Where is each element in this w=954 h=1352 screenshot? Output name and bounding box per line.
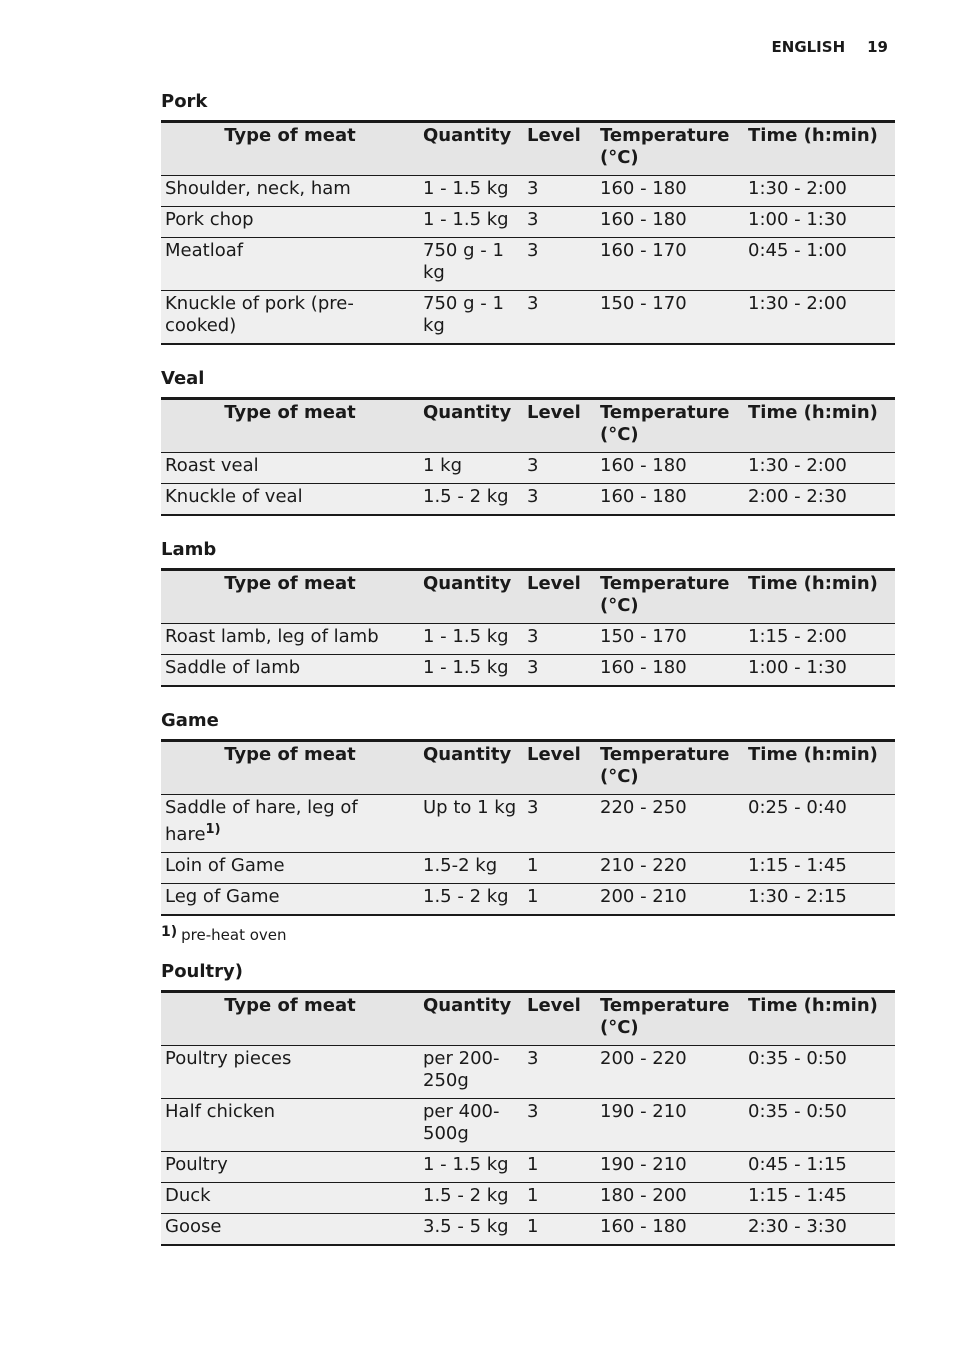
cell-quantity: Up to 1 kg [419, 795, 523, 853]
cell-time: 2:30 - 3:30 [744, 1214, 895, 1246]
col-type-of-meat: Type of meat [161, 122, 419, 176]
cell-quantity: 1.5 - 2 kg [419, 1183, 523, 1214]
cell-time: 1:15 - 2:00 [744, 624, 895, 655]
table-row [161, 884, 895, 916]
cell-level: 1 [523, 884, 596, 916]
col-level: Level [523, 570, 596, 624]
section-title-lamb: Lamb [161, 539, 217, 560]
col-temperature: Temperature (°C) [596, 122, 744, 176]
col-type-of-meat: Type of meat [161, 570, 419, 624]
cell-time: 1:30 - 2:00 [744, 453, 895, 484]
cell-level: 3 [523, 1046, 596, 1099]
col-temperature: Temperature (°C) [596, 992, 744, 1046]
cell-temperature: 190 - 210 [596, 1099, 744, 1152]
cell-temperature: 160 - 180 [596, 207, 744, 238]
table-row [161, 1183, 895, 1214]
col-quantity: Quantity [419, 570, 523, 624]
table-header-row [161, 399, 895, 453]
cell-temperature: 160 - 180 [596, 176, 744, 207]
cell-type [161, 795, 419, 853]
col-time: Time (h:min) [744, 399, 895, 453]
cell-type: Half chicken [161, 1099, 419, 1152]
table-row [161, 624, 895, 655]
table-row [161, 853, 895, 884]
col-type-of-meat: Type of meat [161, 399, 419, 453]
cell-level: 3 [523, 207, 596, 238]
cell-level: 3 [523, 655, 596, 687]
cell-quantity: 1 kg [419, 453, 523, 484]
table-row [161, 1046, 895, 1099]
col-quantity: Quantity [419, 741, 523, 795]
cell-time: 0:35 - 0:50 [744, 1046, 895, 1099]
col-temperature: Temperature (°C) [596, 741, 744, 795]
table-row [161, 795, 895, 853]
cell-temperature: 180 - 200 [596, 1183, 744, 1214]
cell-type: Poultry pieces [161, 1046, 419, 1099]
cell-time: 1:30 - 2:00 [744, 291, 895, 345]
cell-level: 3 [523, 484, 596, 516]
cell-time: 1:30 - 2:00 [744, 176, 895, 207]
cell-time: 1:00 - 1:30 [744, 207, 895, 238]
cell-type: Loin of Game [161, 853, 419, 884]
cell-level: 3 [523, 238, 596, 291]
table-row [161, 1214, 895, 1246]
col-temperature: Temperature (°C) [596, 570, 744, 624]
cell-temperature: 210 - 220 [596, 853, 744, 884]
cell-quantity: per 200-250g [419, 1046, 523, 1099]
cell-quantity: 750 g - 1 kg [419, 291, 523, 345]
cell-temperature: 160 - 180 [596, 655, 744, 687]
cell-temperature: 190 - 210 [596, 1152, 744, 1183]
cell-quantity: 1 - 1.5 kg [419, 624, 523, 655]
table-row [161, 291, 895, 345]
table-header-row [161, 570, 895, 624]
table-poultry [161, 990, 895, 1246]
cell-temperature: 150 - 170 [596, 624, 744, 655]
cell-quantity: per 400-500g [419, 1099, 523, 1152]
col-type-of-meat: Type of meat [161, 992, 419, 1046]
cell-temperature: 160 - 180 [596, 453, 744, 484]
cell-level: 1 [523, 1152, 596, 1183]
table-pork [161, 120, 895, 345]
cell-type-text: Saddle of hare, leg of hare [165, 797, 358, 845]
cell-type: Leg of Game [161, 884, 419, 916]
cell-temperature: 220 - 250 [596, 795, 744, 853]
cell-type: Pork chop [161, 207, 419, 238]
table-row [161, 1099, 895, 1152]
footnote-mark: 1) [161, 924, 178, 940]
cell-quantity: 1 - 1.5 kg [419, 1152, 523, 1183]
table-header-row [161, 992, 895, 1046]
col-time: Time (h:min) [744, 122, 895, 176]
cell-temperature: 200 - 220 [596, 1046, 744, 1099]
section-title-poultry: Poultry) [161, 961, 243, 982]
cell-time: 1:15 - 1:45 [744, 1183, 895, 1214]
cell-type: Goose [161, 1214, 419, 1246]
cell-temperature: 160 - 170 [596, 238, 744, 291]
cell-time: 2:00 - 2:30 [744, 484, 895, 516]
cell-type: Knuckle of veal [161, 484, 419, 516]
table-header-row [161, 741, 895, 795]
cell-time: 1:30 - 2:15 [744, 884, 895, 916]
cell-quantity: 3.5 - 5 kg [419, 1214, 523, 1246]
table-row [161, 484, 895, 516]
table-header-row [161, 122, 895, 176]
table-row [161, 238, 895, 291]
page-number: 19 [867, 38, 888, 56]
col-temperature: Temperature (°C) [596, 399, 744, 453]
cell-time: 0:25 - 0:40 [744, 795, 895, 853]
page-header [772, 38, 888, 56]
page-content [161, 88, 895, 1246]
cell-time: 1:15 - 1:45 [744, 853, 895, 884]
cell-time: 0:35 - 0:50 [744, 1099, 895, 1152]
cell-level: 3 [523, 176, 596, 207]
cell-time: 0:45 - 1:15 [744, 1152, 895, 1183]
cell-type: Roast veal [161, 453, 419, 484]
section-title-game: Game [161, 710, 219, 731]
section-title-veal: Veal [161, 368, 205, 389]
cell-level: 3 [523, 624, 596, 655]
col-time: Time (h:min) [744, 570, 895, 624]
cell-level: 3 [523, 291, 596, 345]
table-row [161, 453, 895, 484]
table-row [161, 207, 895, 238]
cell-level: 1 [523, 853, 596, 884]
cell-quantity: 1.5 - 2 kg [419, 884, 523, 916]
cell-type: Roast lamb, leg of lamb [161, 624, 419, 655]
cell-level: 3 [523, 453, 596, 484]
cell-quantity: 1.5-2 kg [419, 853, 523, 884]
col-quantity: Quantity [419, 399, 523, 453]
table-row [161, 655, 895, 687]
table-veal [161, 397, 895, 516]
cell-type: Knuckle of pork (pre-cooked) [161, 291, 419, 345]
col-type-of-meat: Type of meat [161, 741, 419, 795]
cell-type: Meatloaf [161, 238, 419, 291]
cell-level: 3 [523, 795, 596, 853]
cell-quantity: 1.5 - 2 kg [419, 484, 523, 516]
col-time: Time (h:min) [744, 741, 895, 795]
footnote [161, 920, 895, 948]
cell-quantity: 1 - 1.5 kg [419, 207, 523, 238]
cell-temperature: 160 - 180 [596, 484, 744, 516]
cell-quantity: 1 - 1.5 kg [419, 655, 523, 687]
cell-temperature: 150 - 170 [596, 291, 744, 345]
col-level: Level [523, 741, 596, 795]
cell-type: Saddle of lamb [161, 655, 419, 687]
footnote-ref: 1) [205, 822, 221, 837]
cell-time: 1:00 - 1:30 [744, 655, 895, 687]
col-quantity: Quantity [419, 122, 523, 176]
cell-quantity: 1 - 1.5 kg [419, 176, 523, 207]
table-row [161, 1152, 895, 1183]
footnote-text: pre-heat oven [181, 926, 287, 944]
cell-type: Duck [161, 1183, 419, 1214]
table-row [161, 176, 895, 207]
col-level: Level [523, 399, 596, 453]
section-title-pork: Pork [161, 91, 208, 112]
cell-level: 3 [523, 1099, 596, 1152]
col-quantity: Quantity [419, 992, 523, 1046]
cell-level: 1 [523, 1214, 596, 1246]
cell-type: Shoulder, neck, ham [161, 176, 419, 207]
col-level: Level [523, 992, 596, 1046]
cell-temperature: 200 - 210 [596, 884, 744, 916]
col-time: Time (h:min) [744, 992, 895, 1046]
table-game [161, 739, 895, 916]
language-label: ENGLISH [771, 38, 846, 56]
cell-level: 1 [523, 1183, 596, 1214]
cell-time: 0:45 - 1:00 [744, 238, 895, 291]
cell-quantity: 750 g - 1 kg [419, 238, 523, 291]
cell-type: Poultry [161, 1152, 419, 1183]
col-level: Level [523, 122, 596, 176]
table-lamb [161, 568, 895, 687]
cell-temperature: 160 - 180 [596, 1214, 744, 1246]
